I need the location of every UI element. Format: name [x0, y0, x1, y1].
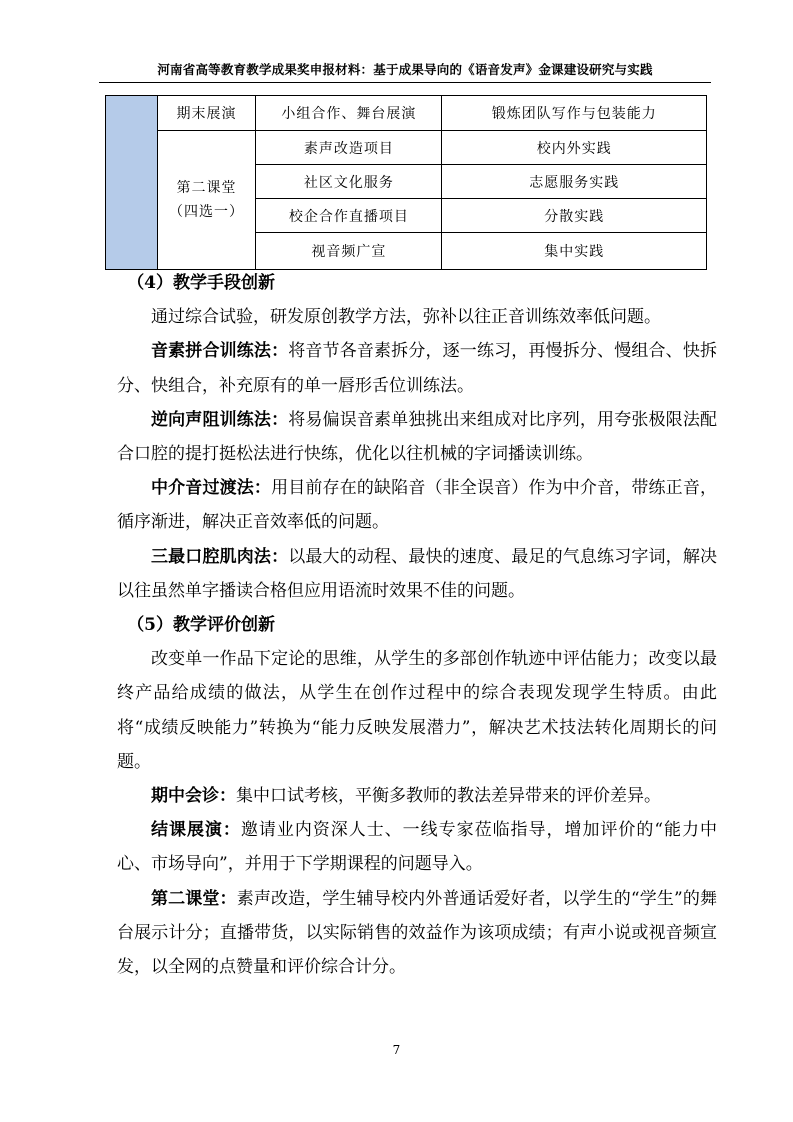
- paragraph-text: 将易偏误音素单独挑出来组成对比序列，用夸张极限法配合口腔的提打挺松法进行快练，优化以往机械的字词播读训练。: [117, 409, 717, 465]
- table-left-shaded-cell: [106, 96, 158, 270]
- paragraph-text: 将音节各音素拆分，逐一练习，再慢拆分、慢组合、快拆分、快组合，补充原有的单一唇形舌位训练法。: [117, 341, 717, 396]
- paragraph: [117, 813, 717, 881]
- body-text: [117, 266, 717, 984]
- table-cell: 校内外实践: [442, 131, 707, 165]
- paragraph-text: 集中口试考核，平衡多教师的教法差异带来的评价差异。: [236, 786, 661, 807]
- table-cell: 集中实践: [442, 233, 707, 270]
- paragraph: [117, 540, 717, 608]
- paragraph-lead: 音素拼合训练法：: [151, 341, 289, 362]
- page-header: 河南省高等教育教学成果奖申报材料：基于成果导向的《语音发声》金课建设研究与实践: [157, 62, 653, 77]
- table-cell: 分散实践: [442, 199, 707, 233]
- table-cell: 期末展演: [157, 96, 256, 131]
- paragraph: 通过综合试验，研发原创教学方法，弥补以往正音训练效率低问题。: [151, 307, 661, 328]
- paragraph-lead: 期中会诊：: [151, 786, 236, 807]
- header-rule: [99, 82, 711, 83]
- table-cell: 锻炼团队写作与包装能力: [442, 96, 707, 131]
- paragraph-lead: 第二课堂：: [151, 888, 237, 909]
- page-number: 7: [392, 1043, 401, 1057]
- paragraph-lead: 结课展演：: [151, 820, 241, 841]
- paragraph-lead: 中介音过渡法：: [151, 478, 272, 499]
- paragraph-lead: 逆向声阻训练法：: [151, 409, 289, 430]
- paragraph-text: 以最大的动程、最快的速度、最足的气息练习字词，解决以往虽然单字播读合格但应用语流时效果不佳的问题。: [117, 546, 717, 601]
- section-heading: （4）教学手段创新: [127, 273, 276, 293]
- paragraph: [117, 779, 717, 813]
- table-group-label: 第二课堂 （四选一）: [157, 131, 256, 270]
- paragraph-text: 邀请业内资深人士、一线专家莅临指导，增加评价的“能力中心、市场导向”，并用于下学期课程的问题导入。: [117, 820, 717, 875]
- table-cell: 校企合作直播项目: [256, 199, 442, 233]
- paragraph: [117, 882, 717, 985]
- table-cell: 社区文化服务: [256, 165, 442, 199]
- table-row: [106, 131, 707, 165]
- paragraph: [117, 334, 717, 402]
- evaluation-table: [105, 95, 707, 270]
- section-heading: （5）教学评价创新: [127, 615, 276, 636]
- paragraph-lead: 三最口腔肌肉法：: [151, 546, 289, 567]
- paragraph-text: 用目前存在的缺陷音（非全误音）作为中介音，带练正音，循序渐进，解决正音效率低的问题。: [117, 478, 717, 533]
- paragraph-text: 素声改造，学生辅导校内外普通话爱好者，以学生的“学生”的舞台展示计分；直播带货，以实际销售的效益作为该项成绩；有声小说或视音频宣发，以全网的点赞量和评价综合计分。: [117, 888, 717, 978]
- paragraph: 改变单一作品下定论的思维，从学生的多部创作轨迹中评估能力；改变以最终产品给成绩的做法，从学生在创作过程中的综合表现发现学生特质。由此将“成绩反映能力”转换为“能力反映发展潜力”，解决艺术技法转化周期长的问题。: [117, 649, 717, 772]
- table-cell: 志愿服务实践: [442, 165, 707, 199]
- table-cell: 小组合作、舞台展演: [256, 96, 442, 131]
- paragraph: [117, 403, 717, 471]
- paragraph: [117, 471, 717, 539]
- table-cell: 视音频广宣: [256, 233, 442, 270]
- table-row: [106, 96, 707, 131]
- table-cell: 素声改造项目: [256, 131, 442, 165]
